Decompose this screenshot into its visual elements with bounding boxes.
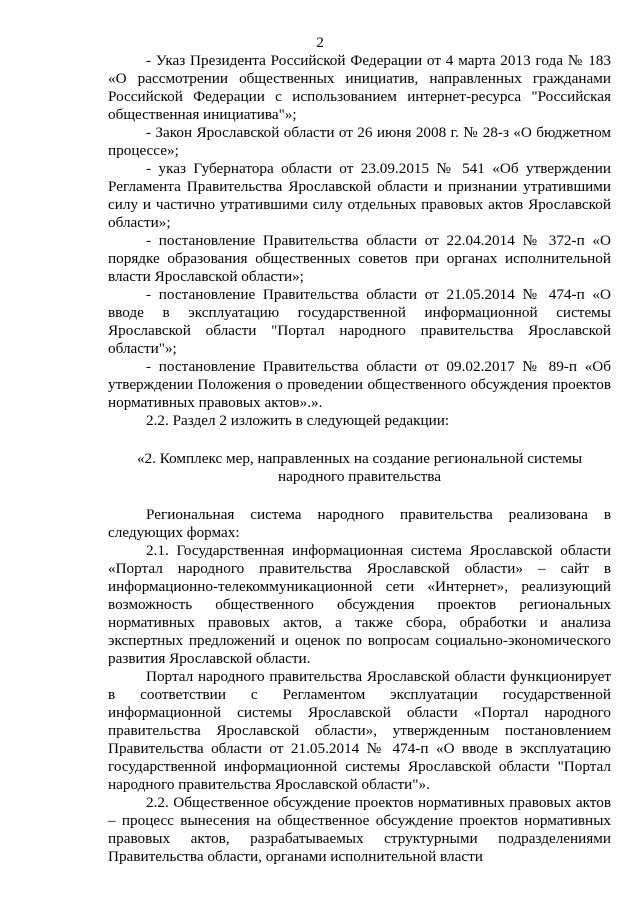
spacer — [108, 430, 611, 450]
amendment-paragraph: 2.2. Раздел 2 изложить в следующей редакции: — [146, 412, 450, 429]
section-heading: «2. Комплекс мер, направленных на создание региональной системы народного правительства — [136, 450, 583, 485]
page-number: 2 — [316, 34, 324, 51]
body-paragraph: Портал народного правительства Ярославской области функционирует в соответствии с Регламентом эксплуатации государственной информационной системы Ярославской области «Портал народного правительства Ярославской области», утвержденным постановлением Правительства области от 21.05.2014 № 474-п «О вводе в эксплуатацию государственной информационной системы Ярославской области "Портал народного правительства Ярославской области"». — [108, 668, 611, 793]
legal-basis-item: - постановление Правительства области от 21.05.2014 № 474-п «О вводе в эксплуатацию государственной информационной системы Ярославской области "Портал народного правительства Ярославской области"»; — [108, 286, 611, 357]
legal-basis-item: - постановление Правительства области от 09.02.2017 № 89-п «Об утверждении Положения о проведении общественного обсуждения проектов нормативных правовых актов».». — [108, 358, 611, 411]
legal-basis-item: - Указ Президента Российской Федерации от 4 марта 2013 года № 183 «О рассмотрении общественных инициатив, направленных гражданами Российской Федерации с использованием интернет-ресурса "Российская общественная инициатива"»; — [108, 52, 611, 123]
legal-basis-item: - Закон Ярославской области от 26 июня 2008 г. № 28-з «О бюджетном процессе»; — [108, 124, 611, 159]
legal-basis-item: - постановление Правительства области от 22.04.2014 № 372-п «О порядке образования общественных советов при органах исполнительной власти Ярославской области»; — [108, 232, 611, 285]
body-paragraph: Региональная система народного правительства реализована в следующих формах: — [108, 506, 611, 541]
body-paragraph: 2.1. Государственная информационная система Ярославской области «Портал народного правительства Ярославской области» – сайт в информационно-телекоммуникационной сети «Интернет», реализующий возможность общественного обсуждения проектов региональных нормативных правовых актов, а также сбора, обработки и анализа экспертных предложений и оценок по вопросам социально-экономического развития Ярославской области. — [108, 542, 611, 667]
document-body — [108, 52, 611, 866]
legal-basis-item: - указ Губернатора области от 23.09.2015 № 541 «Об утверждении Регламента Правительства Ярославской области и признании утратившими силу и частично утратившими силу отдельных правовых актов Ярославской области»; — [108, 160, 611, 231]
body-paragraph: 2.2. Общественное обсуждение проектов нормативных правовых актов – процесс вынесения на общественное обсуждение проектов нормативных правовых актов, разрабатываемых структурными подразделениями Правительства области, органами исполнительной власти — [108, 794, 611, 865]
spacer — [108, 486, 611, 506]
